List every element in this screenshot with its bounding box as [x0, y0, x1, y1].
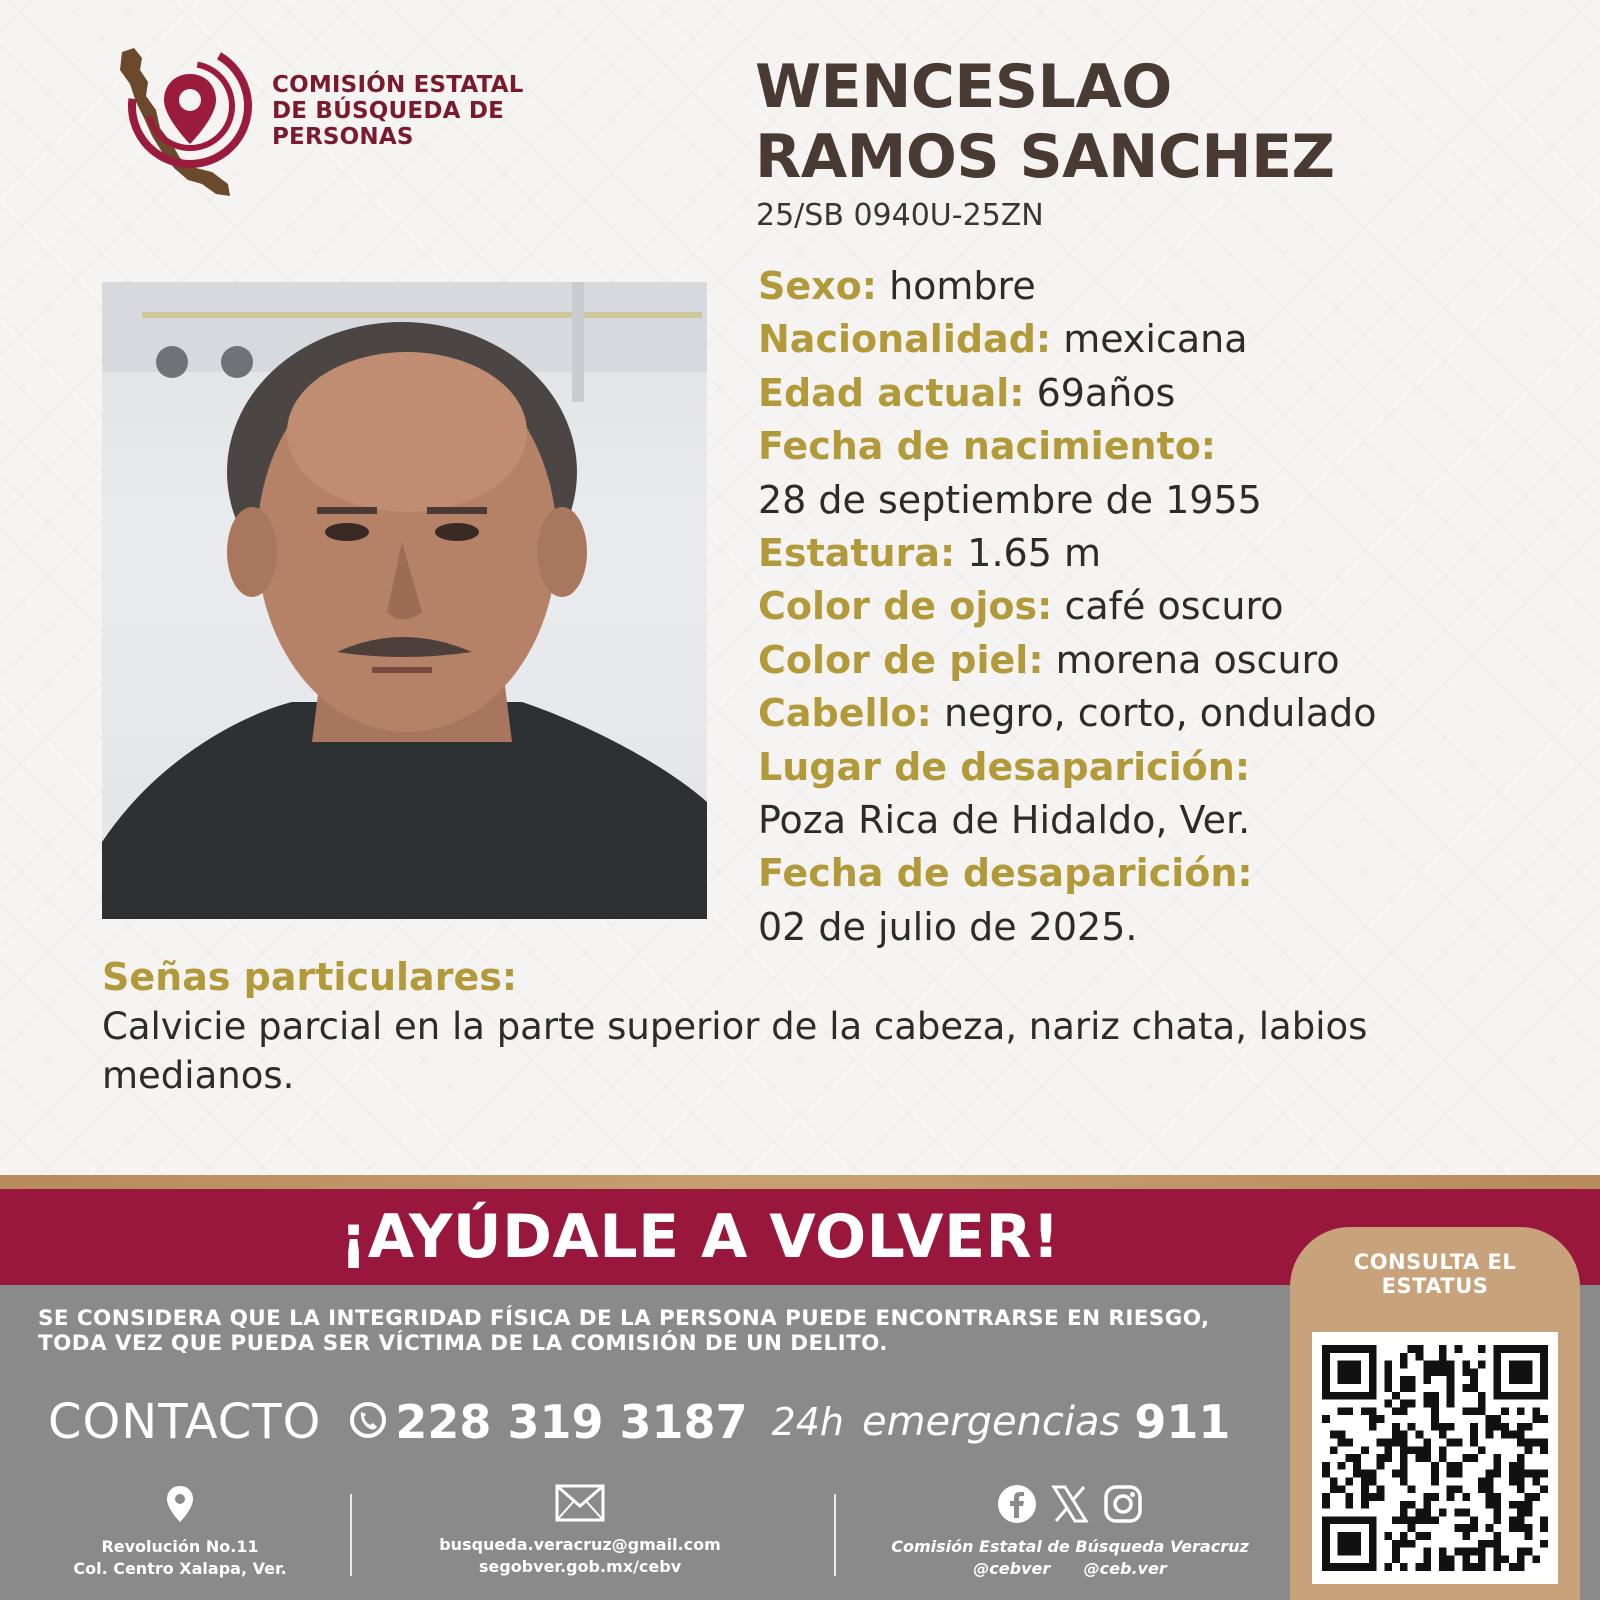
detail-fecha-nacimiento-value — [758, 474, 1558, 527]
social-handle-2[interactable]: @ceb.ver — [1083, 1559, 1167, 1578]
facebook-icon[interactable] — [997, 1484, 1037, 1530]
detail-fecha-nacimiento-label — [758, 420, 1558, 473]
detail-value: morena oscuro — [1055, 637, 1340, 682]
qr-code-image[interactable] — [1322, 1342, 1548, 1574]
footer-social — [880, 1484, 1260, 1580]
senas-text: Calvicie parcial en la parte superior de la cabeza, nariz chata, labios medianos. — [102, 1005, 1368, 1097]
footer-divider — [350, 1494, 352, 1576]
risk-line1: SE CONSIDERA QUE LA INTEGRIDAD FÍSICA DE LA PERSONA PUEDE ENCONTRARSE EN RIESGO, — [38, 1306, 1210, 1331]
detail-label: Sexo: — [758, 264, 877, 308]
risk-line2: TODA VEZ QUE PUEDA SER VÍCTIMA DE LA COMISIÓN DE UN DELITO. — [38, 1331, 888, 1356]
email-link[interactable]: busqueda.veracruz@gmail.com — [439, 1535, 721, 1554]
qr-title-line2: ESTATUS — [1381, 1274, 1489, 1298]
detail-lugar-label — [758, 741, 1558, 794]
org-name-line3: PERSONAS — [272, 124, 414, 150]
senas-particulares — [102, 952, 1502, 1100]
detail-value: 69años — [1036, 370, 1176, 415]
website-link[interactable]: segobver.gob.mx/cebv — [478, 1557, 682, 1576]
social-account-name: Comisión Estatal de Búsqueda Veracruz — [891, 1537, 1249, 1556]
emergency-label: emergencias — [861, 1399, 1121, 1445]
detail-label: Fecha de desaparición: — [758, 851, 1253, 896]
help-title: ¡AYÚDALE A VOLVER! — [339, 1202, 1061, 1272]
detail-label: Estatura: — [758, 531, 956, 576]
org-name — [272, 72, 524, 150]
detail-cabello — [758, 687, 1558, 740]
qr-title — [1290, 1250, 1580, 1298]
detail-value: Poza Rica de Hidaldo, Ver. — [758, 798, 1251, 843]
detail-value: hombre — [889, 264, 1036, 308]
footer-divider — [834, 1494, 836, 1576]
contact-label: CONTACTO — [48, 1394, 322, 1450]
detail-label: Edad actual: — [758, 370, 1025, 415]
case-id: 25/SB 0940U-25ZN — [756, 198, 1044, 233]
org-name-line1: COMISIÓN ESTATAL — [272, 72, 524, 98]
contact-hours: 24h — [771, 1400, 844, 1444]
phone-icon — [349, 1401, 387, 1443]
envelope-icon — [420, 1484, 740, 1528]
detail-value: mexicana — [1063, 317, 1248, 362]
emergency-number[interactable]: 911 — [1134, 1395, 1231, 1449]
detail-fecha-desaparicion-value — [758, 901, 1558, 954]
footer-address — [60, 1484, 300, 1580]
detail-value: 1.65 m — [967, 531, 1101, 576]
detail-fecha-desaparicion-label — [758, 847, 1558, 900]
contact-line — [48, 1392, 1230, 1452]
detail-label: Color de piel: — [758, 637, 1044, 682]
risk-notice — [38, 1306, 1278, 1356]
contact-phone[interactable]: 228 319 3187 — [395, 1395, 748, 1449]
instagram-icon[interactable] — [1103, 1484, 1143, 1530]
social-handles — [880, 1558, 1260, 1580]
veracruz-map-pin-icon — [112, 44, 262, 204]
detail-label: Nacionalidad: — [758, 317, 1052, 362]
senas-label: Señas particulares: — [102, 955, 518, 999]
x-icon[interactable] — [1051, 1484, 1089, 1530]
detail-value: 02 de julio de 2025. — [758, 904, 1138, 949]
person-first-name: WENCESLAO — [755, 52, 1172, 122]
detail-sexo — [758, 260, 1558, 313]
detail-edad — [758, 367, 1558, 420]
social-handle-1[interactable]: @cebver — [973, 1559, 1051, 1578]
qr-code[interactable] — [1312, 1332, 1558, 1584]
detail-label: Cabello: — [758, 691, 932, 736]
detail-label: Color de ojos: — [758, 584, 1053, 629]
qr-title-line1: CONSULTA EL — [1353, 1250, 1517, 1274]
detail-value: negro, corto, ondulado — [943, 691, 1377, 736]
detail-label: Lugar de desaparición: — [758, 744, 1251, 789]
org-logo — [112, 44, 542, 204]
detail-color-ojos — [758, 580, 1558, 633]
address-line2: Col. Centro Xalapa, Ver. — [73, 1559, 287, 1578]
footer-email — [420, 1484, 740, 1578]
org-name-line2: DE BÚSQUEDA DE — [272, 98, 505, 124]
detail-nacionalidad — [758, 313, 1558, 366]
location-pin-icon — [60, 1484, 300, 1530]
person-details — [758, 260, 1558, 954]
gold-divider — [0, 1175, 1600, 1189]
person-name — [755, 52, 1335, 192]
person-photo — [102, 282, 707, 919]
detail-value: café oscuro — [1064, 584, 1284, 629]
detail-value: 28 de septiembre de 1955 — [758, 477, 1262, 522]
detail-lugar-value — [758, 794, 1558, 847]
address-line1: Revolución No.11 — [101, 1537, 259, 1556]
detail-label: Fecha de nacimiento: — [758, 424, 1217, 469]
person-last-name: RAMOS SANCHEZ — [755, 122, 1335, 192]
detail-estatura — [758, 527, 1558, 580]
detail-color-piel — [758, 634, 1558, 687]
portrait-image — [102, 282, 707, 919]
